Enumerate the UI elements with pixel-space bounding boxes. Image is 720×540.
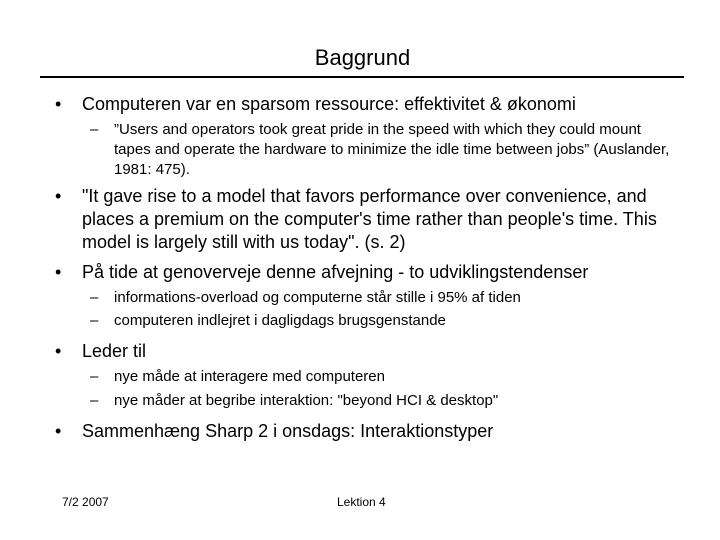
bullet-marker: • <box>55 341 62 361</box>
bullet-text: "It gave rise to a model that favors performance over convenience, and places a premium on the computer's time rather than people's time. This model is largely still with us today". (s. 2) <box>82 186 657 252</box>
dash-marker: – <box>90 368 99 385</box>
bullet-text: Computeren var en sparsom ressource: effektivitet & økonomi <box>82 94 576 114</box>
bullet-text: Leder til <box>82 341 147 361</box>
sub-bullet-item <box>90 288 675 308</box>
sub-bullet-text: ”Users and operators took great pride in the speed with which they could mount tapes and operate the hardware to minimize the idle time between jobs” (Auslander, 1981: 475). <box>114 121 670 178</box>
sub-bullet-text: nye måder at begribe interaktion: "beyond HCI & desktop" <box>114 392 499 409</box>
bullet-marker: • <box>55 262 62 282</box>
sub-bullet-item <box>90 311 675 331</box>
slide-title: Baggrund <box>314 45 411 70</box>
bullet-marker: • <box>55 421 62 441</box>
sub-bullet-item <box>90 391 675 411</box>
bullet-item <box>55 93 680 116</box>
title-divider <box>40 76 684 78</box>
dash-marker: – <box>90 121 99 138</box>
sub-bullet-item <box>90 367 675 387</box>
bullet-item <box>55 420 680 443</box>
footer-lecture: Lektion 4 <box>337 495 386 509</box>
bullet-marker: • <box>55 94 62 114</box>
bullet-text: På tide at genoverveje denne afvejning - to udviklingstendenser <box>82 262 589 282</box>
footer-date: 7/2 2007 <box>62 495 109 509</box>
bullet-item <box>55 185 680 254</box>
bullet-item <box>55 340 680 363</box>
sub-bullet-text: computeren indlejret i dagligdags brugsgenstande <box>114 312 446 329</box>
sub-bullet-text: informations-overload og computerne står stille i 95% af tiden <box>114 289 521 306</box>
bullet-marker: • <box>55 186 62 206</box>
dash-marker: – <box>90 289 99 306</box>
sub-bullet-item <box>90 120 675 180</box>
dash-marker: – <box>90 312 99 329</box>
bullet-text: Sammenhæng Sharp 2 i onsdags: Interaktionstyper <box>82 421 494 441</box>
sub-bullet-text: nye måde at interagere med computeren <box>114 368 385 385</box>
dash-marker: – <box>90 392 99 409</box>
bullet-item <box>55 261 680 284</box>
